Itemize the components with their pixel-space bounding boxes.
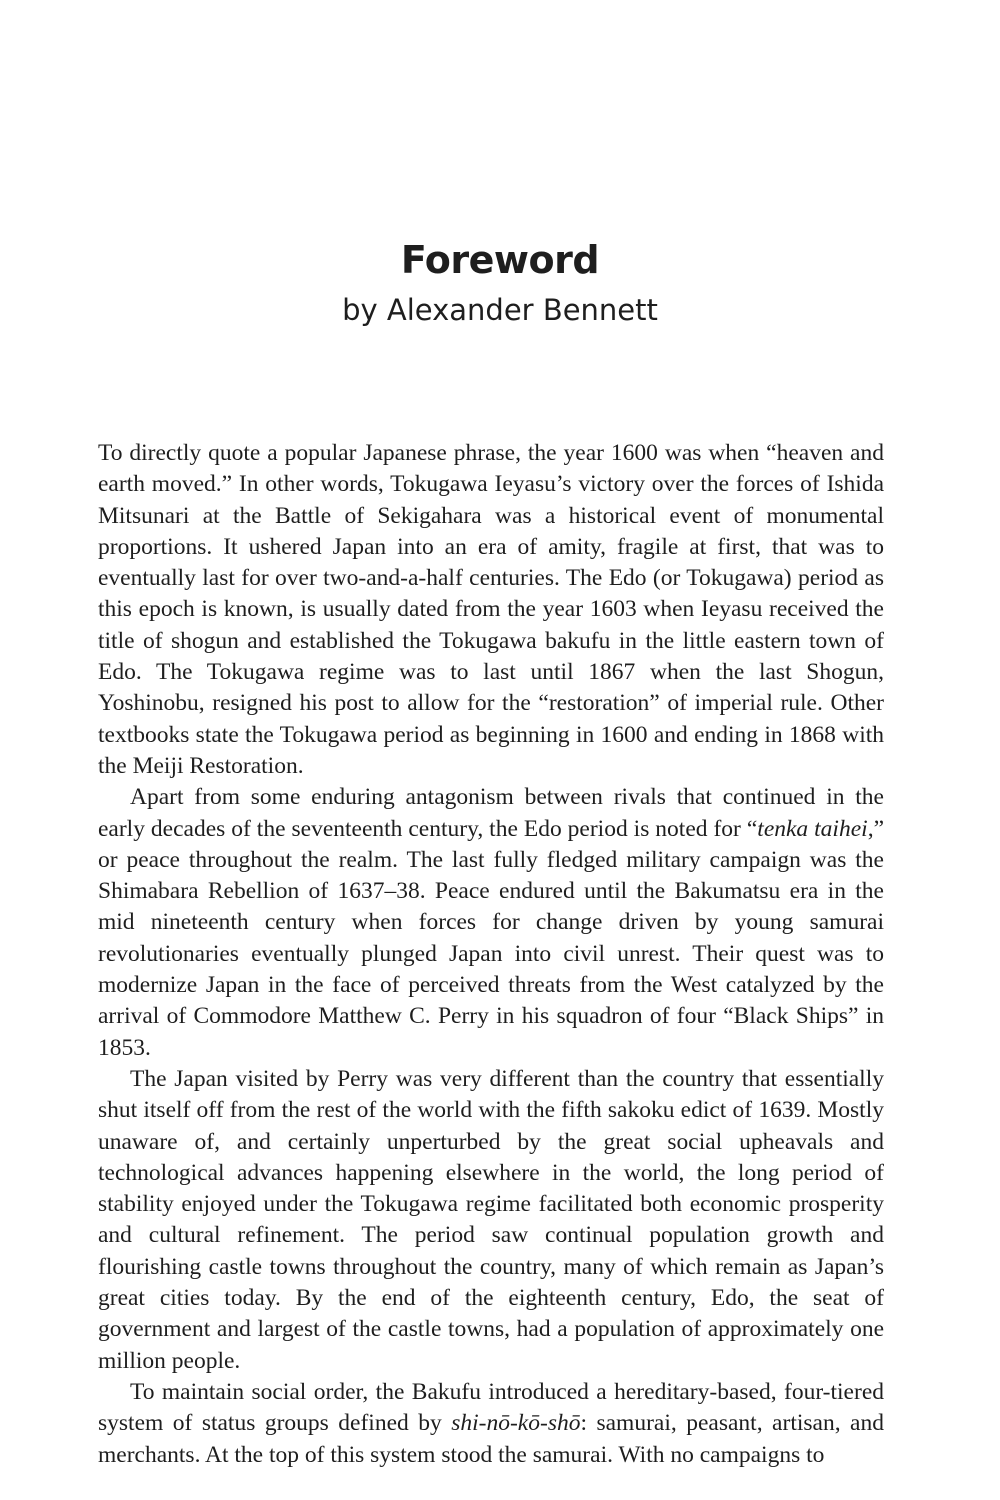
paragraph-text: : samurai, peasant, artisan, and merchants. At the top of this system stood the samurai. With no campaigns to xyxy=(98,1410,884,1468)
paragraph-3 xyxy=(98,1064,884,1377)
italic-term: tenka taihei xyxy=(757,815,868,842)
page-title: Foreword xyxy=(400,238,600,282)
paragraph-text: The Japan visited by Perry was very different than the country that essentially shut itself off from the rest of the world with the fifth sakoku edict of 1639. Mostly unaware of, and certainly unperturbed by the great social upheavals and technological advances happening elsewhere in the world, the long period of stability enjoyed under the Tokugawa regime facilitated both economic prosperity and cultural refinement. The period saw continual population growth and flourishing castle towns throughout the country, many of which remain as Japan’s great cities today. By the end of the eighteenth century, Edo, the seat of government and largest of the castle towns, had a population of approximately one million people. xyxy=(98,1065,884,1374)
author-byline: by Alexander Bennett xyxy=(342,293,658,327)
body-text xyxy=(98,438,884,1471)
paragraph-1 xyxy=(98,438,884,782)
paragraph-text: Apart from some enduring antagonism between rivals that continued in the early decades of the seventeenth century, the Edo period is noted for “ xyxy=(98,784,884,842)
italic-term: shi-nō-kō-shō xyxy=(451,1410,581,1437)
paragraph-text: To directly quote a popular Japanese phrase, the year 1600 was when “heaven and earth moved.” In other words, Tokugawa Ieyasu’s victory over the forces of Ishida Mitsunari at the Battle of Sekigahara was a historical event of monumental proportions. It ushered Japan into an era of amity, fragile at first, that was to eventually last for over two-and-a-half centuries. The Edo (or Tokugawa) period as this epoch is known, is usually dated from the year 1603 when Ieyasu received the title of shogun and established the Tokugawa bakufu in the little eastern town of Edo. The Tokugawa regime was to last until 1867 when the last Shogun, Yoshinobu, resigned his post to allow for the “restoration” of imperial rule. Other textbooks state the Tokugawa period as beginning in 1600 and ending in 1868 with the Meiji Restoration. xyxy=(98,440,884,779)
paragraph-text: To maintain social order, the Bakufu introduced a hereditary-based, four-tiered system of status groups defined by xyxy=(98,1378,884,1437)
paragraph-text: ,” or peace throughout the realm. The last fully fledged military campaign was the Shimabara Rebellion of 1637–38. Peace endured until the Bakumatsu era in the mid nineteenth century when forces for change driven by young samurai revolutionaries eventually plunged Japan into civil unrest. Their quest was to modernize Japan in the face of perceived threats from the West catalyzed by the arrival of Commodore Matthew C. Perry in his squadron of four “Black Ships” in 1853. xyxy=(98,815,884,1061)
paragraph-4 xyxy=(98,1377,884,1471)
paragraph-2 xyxy=(98,782,884,1064)
